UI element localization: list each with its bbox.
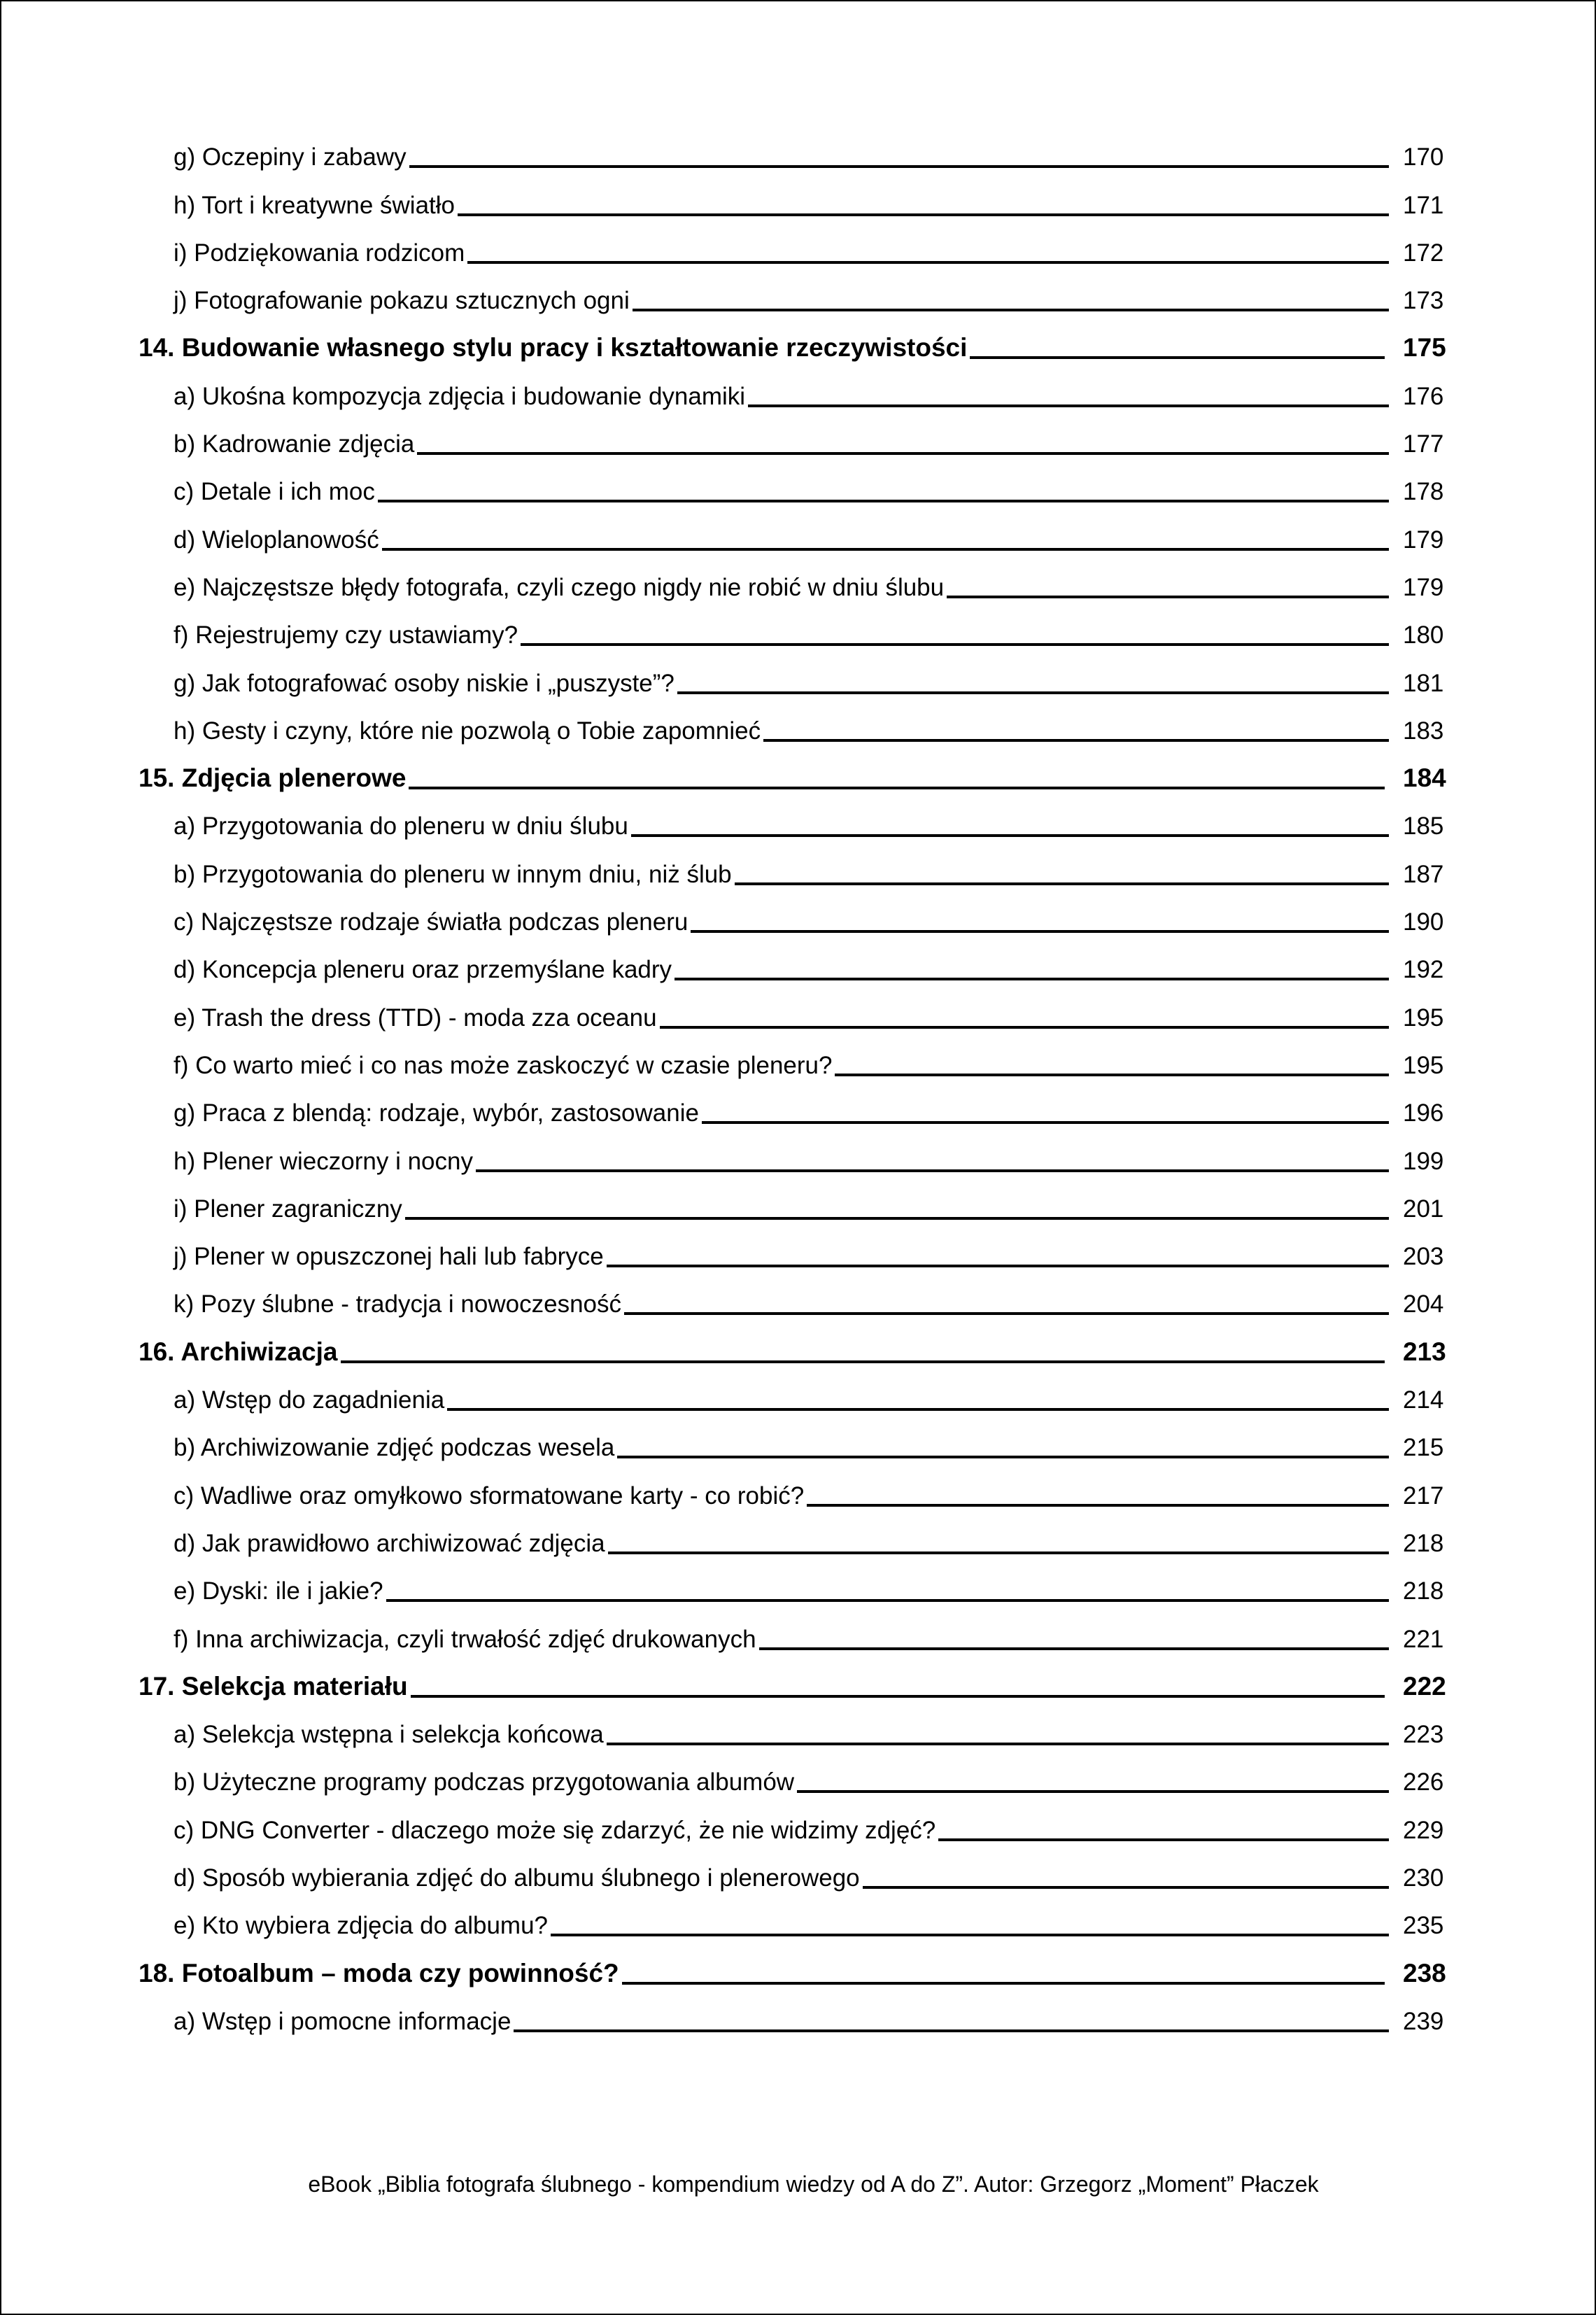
toc-page-number: 175 [1403, 333, 1446, 363]
toc-leader-line [608, 1551, 1389, 1554]
toc-entry-title: k) Pozy ślubne - tradycja i nowoczesność [174, 1290, 621, 1318]
toc-leader-line [378, 500, 1389, 502]
toc-leader-line [702, 1121, 1389, 1124]
toc-page-number: 177 [1403, 430, 1444, 458]
toc-page-number: 195 [1403, 1051, 1444, 1079]
toc-page-number: 172 [1403, 239, 1444, 267]
toc-subsection-entry [1, 1277, 1596, 1325]
toc-subsection-entry [1, 1708, 1596, 1755]
toc-entry-title: g) Oczepiny i zabawy [174, 143, 407, 171]
toc-entry-title: d) Jak prawidłowo archiwizować zdjęcia [174, 1529, 605, 1557]
toc-entry-title: h) Tort i kreatywne światło [174, 191, 456, 219]
toc-subsection-entry [1, 990, 1596, 1038]
toc-entry-title: 14. Budowanie własnego stylu pracy i kształtowanie rzeczywistości [139, 333, 968, 363]
toc-leader-line [382, 548, 1389, 551]
toc-page-number: 180 [1403, 621, 1444, 649]
toc-page-number: 214 [1403, 1386, 1444, 1414]
toc-subsection-entry [1, 847, 1596, 894]
toc-subsection-entry [1, 1803, 1596, 1850]
toc-entry-title: f) Inna archiwizacja, czyli trwałość zdjęć drukowanych [174, 1625, 756, 1653]
toc-subsection-entry [1, 1468, 1596, 1516]
toc-page-number: 213 [1403, 1337, 1446, 1366]
toc-leader-line [411, 1695, 1385, 1698]
toc-subsection-entry [1, 417, 1596, 465]
toc-subsection-entry [1, 512, 1596, 560]
toc-page-number: 217 [1403, 1482, 1444, 1510]
toc-entry-title: a) Przygotowania do pleneru w dniu ślubu [174, 812, 628, 840]
toc-entry-title: f) Rejestrujemy czy ustawiamy? [174, 621, 518, 649]
toc-subsection-entry [1, 1994, 1596, 2042]
toc-entry-title: e) Najczęstsze błędy fotografa, czyli czego nigdy nie robić w dniu ślubu [174, 573, 945, 601]
toc-page-number: 173 [1403, 287, 1444, 315]
toc-subsection-entry [1, 1134, 1596, 1181]
toc-entry-title: c) Detale i ich moc [174, 478, 375, 506]
toc-leader-line [938, 1838, 1389, 1841]
toc-chapter-entry [1, 1946, 1596, 1994]
toc-subsection-entry [1, 704, 1596, 752]
toc-subsection-entry [1, 274, 1596, 321]
page-footer [1, 2171, 1596, 2197]
toc-entry-title: g) Praca z blendą: rodzaje, wybór, zastosowanie [174, 1099, 699, 1127]
toc-subsection-entry [1, 465, 1596, 512]
toc-page-number: 179 [1403, 573, 1444, 601]
toc-subsection-entry [1, 1373, 1596, 1421]
toc-entry-title: j) Fotografowanie pokazu sztucznych ogni [174, 287, 630, 315]
toc-entry-title: h) Gesty i czyny, które nie pozwolą o Tobie zapomnieć [174, 717, 761, 745]
toc-page-number: 196 [1403, 1099, 1444, 1127]
toc-page-number: 230 [1403, 1864, 1444, 1892]
toc-entry-title: 17. Selekcja materiału [139, 1671, 408, 1701]
toc-page-number: 203 [1403, 1243, 1444, 1271]
toc-page-number: 176 [1403, 382, 1444, 410]
toc-page-number: 238 [1403, 1958, 1446, 1987]
toc-page-number: 190 [1403, 908, 1444, 936]
toc-subsection-entry [1, 1421, 1596, 1468]
toc-entry-title: d) Koncepcja pleneru oraz przemyślane kadry [174, 956, 672, 984]
toc-page-number: 218 [1403, 1577, 1444, 1605]
toc-subsection-entry [1, 1086, 1596, 1134]
toc-leader-line [759, 1647, 1389, 1650]
toc-chapter-entry [1, 1660, 1596, 1708]
toc-page-number: 170 [1403, 143, 1444, 171]
toc-subsection-entry [1, 943, 1596, 990]
toc-page-number: 181 [1403, 669, 1444, 697]
toc-entry-title: h) Plener wieczorny i nocny [174, 1147, 473, 1175]
toc-page-number: 201 [1403, 1195, 1444, 1223]
toc-chapter-entry [1, 321, 1596, 369]
toc-subsection-entry [1, 1755, 1596, 1803]
toc-page-number: 204 [1403, 1290, 1444, 1318]
toc-leader-line [409, 787, 1385, 789]
toc-subsection-entry [1, 1899, 1596, 1946]
toc-leader-line [458, 213, 1389, 216]
toc-entry-title: c) DNG Converter - dlaczego może się zdarzyć, że nie widzimy zdjęć? [174, 1816, 936, 1844]
toc-subsection-entry [1, 1612, 1596, 1659]
toc-entry-title: e) Kto wybiera zdjęcia do albumu? [174, 1912, 549, 1940]
toc-page-number: 178 [1403, 478, 1444, 506]
toc-entry-title: a) Wstęp do zagadnienia [174, 1386, 445, 1414]
toc-entry-title: c) Najczęstsze rodzaje światła podczas pleneru [174, 908, 688, 936]
toc-page-number: 229 [1403, 1816, 1444, 1844]
toc-entry-title: 16. Archiwizacja [139, 1337, 338, 1366]
toc-entry-title: 15. Zdjęcia plenerowe [139, 764, 407, 793]
toc-leader-line [835, 1074, 1389, 1076]
toc-subsection-entry [1, 799, 1596, 847]
toc-page-number: 183 [1403, 717, 1444, 745]
toc-leader-line [947, 596, 1389, 598]
toc-subsection-entry [1, 1039, 1596, 1086]
toc-subsection-entry [1, 1851, 1596, 1899]
toc-leader-line [417, 452, 1389, 455]
toc-page-number: 239 [1403, 2007, 1444, 2035]
toc-entry-title: g) Jak fotografować osoby niskie i „puszyste”? [174, 669, 675, 697]
toc-subsection-entry [1, 895, 1596, 943]
toc-page-number: 184 [1403, 764, 1446, 793]
toc-subsection-entry [1, 178, 1596, 225]
toc-leader-line [551, 1934, 1389, 1936]
toc-leader-line [675, 978, 1389, 980]
toc-leader-line [514, 2029, 1389, 2032]
toc-entry-title: b) Przygotowania do pleneru w innym dniu, niż ślub [174, 860, 732, 888]
toc-leader-line [660, 1026, 1389, 1029]
toc-subsection-entry [1, 608, 1596, 656]
toc-leader-line [748, 404, 1389, 407]
toc-leader-line [341, 1360, 1385, 1363]
toc-leader-line [476, 1169, 1389, 1172]
toc-leader-line [631, 834, 1389, 837]
toc-entry-title: e) Dyski: ile i jakie? [174, 1577, 383, 1605]
toc-page-number: 179 [1403, 526, 1444, 554]
toc-leader-line [797, 1790, 1389, 1793]
toc-leader-line [447, 1408, 1389, 1411]
toc-subsection-entry [1, 656, 1596, 703]
toc-leader-line [735, 882, 1389, 885]
toc-entry-title: c) Wadliwe oraz omyłkowo sformatowane karty - co robić? [174, 1482, 805, 1510]
toc-page-number: 185 [1403, 812, 1444, 840]
toc-leader-line [617, 1456, 1389, 1458]
toc-page-number: 199 [1403, 1147, 1444, 1175]
toc-leader-line [763, 739, 1389, 742]
table-of-contents [1, 130, 1596, 2042]
toc-leader-line [633, 309, 1389, 311]
toc-entry-title: d) Wieloplanowość [174, 526, 379, 554]
toc-page-number: 222 [1403, 1671, 1446, 1701]
toc-leader-line [970, 356, 1385, 359]
toc-page-number: 215 [1403, 1434, 1444, 1462]
toc-entry-title: 18. Fotoalbum – moda czy powinność? [139, 1958, 619, 1987]
toc-entry-title: b) Kadrowanie zdjęcia [174, 430, 415, 458]
footer-text: eBook „Biblia fotografa ślubnego - kompendium wiedzy od A do Z”. Autor: Grzegorz „Moment” Płaczek [308, 2172, 1319, 2197]
toc-entry-title: b) Archiwizowanie zdjęć podczas wesela [174, 1434, 615, 1462]
toc-leader-line [405, 1217, 1389, 1220]
toc-entry-title: d) Sposób wybierania zdjęć do albumu ślubnego i plenerowego [174, 1864, 860, 1892]
toc-page-number: 235 [1403, 1912, 1444, 1940]
toc-entry-title: b) Użyteczne programy podczas przygotowania albumów [174, 1768, 795, 1796]
toc-subsection-entry [1, 561, 1596, 608]
toc-leader-line [521, 643, 1389, 646]
toc-leader-line [677, 691, 1389, 694]
toc-leader-line [409, 165, 1389, 168]
toc-subsection-entry [1, 130, 1596, 178]
toc-page-number: 226 [1403, 1768, 1444, 1796]
toc-subsection-entry [1, 1230, 1596, 1277]
toc-leader-line [863, 1886, 1389, 1889]
toc-page-number: 221 [1403, 1625, 1444, 1653]
toc-leader-line [622, 1982, 1385, 1985]
toc-leader-line [691, 930, 1389, 933]
toc-page-number: 195 [1403, 1004, 1444, 1032]
toc-entry-title: i) Podziękowania rodzicom [174, 239, 465, 267]
toc-leader-line [607, 1743, 1389, 1745]
toc-chapter-entry [1, 1325, 1596, 1372]
toc-page-number: 223 [1403, 1721, 1444, 1749]
toc-page-number: 192 [1403, 956, 1444, 984]
toc-subsection-entry [1, 1182, 1596, 1230]
toc-entry-title: e) Trash the dress (TTD) - moda zza oceanu [174, 1004, 657, 1032]
toc-page-number: 218 [1403, 1529, 1444, 1557]
toc-leader-line [467, 261, 1389, 264]
toc-leader-line [386, 1599, 1389, 1602]
toc-entry-title: a) Selekcja wstępna i selekcja końcowa [174, 1721, 604, 1749]
toc-subsection-entry [1, 1517, 1596, 1564]
toc-chapter-entry [1, 752, 1596, 799]
toc-subsection-entry [1, 226, 1596, 274]
toc-leader-line [807, 1504, 1389, 1507]
toc-leader-line [624, 1312, 1389, 1315]
toc-page-number: 171 [1403, 191, 1444, 219]
toc-page-number: 187 [1403, 860, 1444, 888]
toc-entry-title: f) Co warto mieć i co nas może zaskoczyć w czasie pleneru? [174, 1051, 833, 1079]
toc-entry-title: a) Wstęp i pomocne informacje [174, 2007, 511, 2035]
toc-leader-line [607, 1265, 1389, 1267]
toc-subsection-entry [1, 369, 1596, 416]
toc-entry-title: j) Plener w opuszczonej hali lub fabryce [174, 1243, 604, 1271]
toc-entry-title: a) Ukośna kompozycja zdjęcia i budowanie dynamiki [174, 382, 746, 410]
toc-entry-title: i) Plener zagraniczny [174, 1195, 402, 1223]
toc-subsection-entry [1, 1564, 1596, 1612]
